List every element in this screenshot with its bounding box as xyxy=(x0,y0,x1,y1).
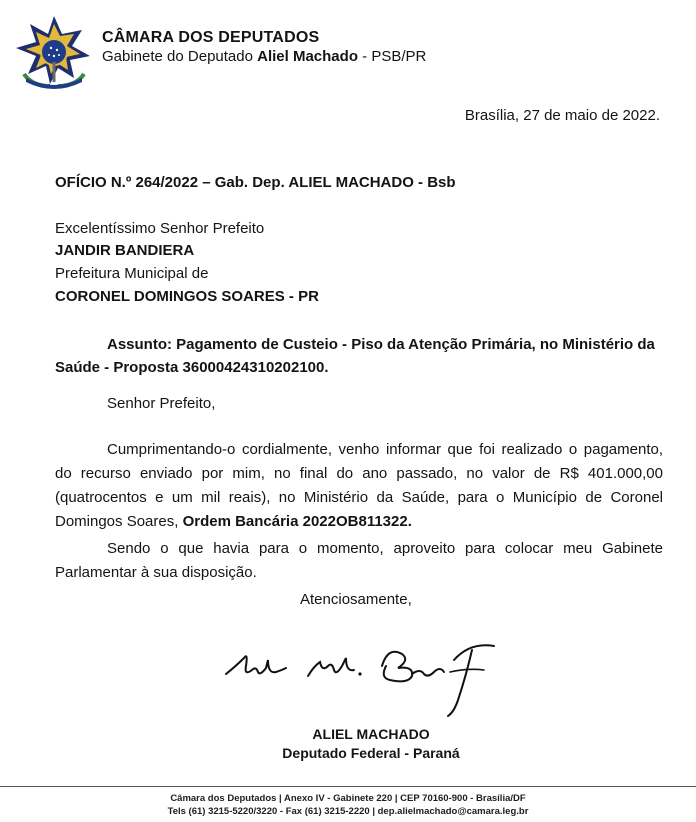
letter-subject: Assunto: Pagamento de Custeio - Piso da Atenção Primária, no Ministério da Saúde - Proposta 36000424310202100. xyxy=(55,336,655,376)
footer-contact: Tels (61) 3215-5220/3220 - Fax (61) 3215-2220 | dep.alielmachado@camara.leg.br xyxy=(167,806,529,817)
handwritten-signature xyxy=(222,636,502,718)
brazil-coat-of-arms-icon xyxy=(10,14,98,90)
body-paragraph-1 xyxy=(55,438,663,534)
greeting: Senhor Prefeito, xyxy=(107,395,216,412)
recipient-name: JANDIR BANDIERA xyxy=(55,242,195,259)
office-suffix: - PSB/PR xyxy=(357,48,427,65)
footer-divider xyxy=(0,786,696,787)
body-paragraph-1-text: Cumprimentando-o cordialmente, venho informar que foi realizado o pagamento, do recurso enviado por mim, no final do ano passado, no valor de R$ 401.000,00 (quatrocentos e um mil reais), no Ministério da Saúde, para o Município de Coronel Domingos Soares, xyxy=(55,441,663,530)
office-prefix: Gabinete do Deputado xyxy=(102,48,258,65)
letterhead-house: CÂMARA DOS DEPUTADOS xyxy=(102,29,320,46)
office-name: Aliel Machado xyxy=(257,48,358,65)
signer-name: ALIEL MACHADO xyxy=(312,726,430,742)
closing: Atenciosamente, xyxy=(300,591,412,608)
footer-address: Câmara dos Deputados | Anexo IV - Gabinete 220 | CEP 70160-900 - Brasília/DF xyxy=(170,793,526,804)
bank-order: Ordem Bancária 2022OB811322. xyxy=(182,513,412,530)
letter-date: Brasília, 27 de maio de 2022. xyxy=(464,107,660,124)
recipient-municipality: CORONEL DOMINGOS SOARES - PR xyxy=(55,288,319,305)
signer-block xyxy=(260,725,482,763)
recipient-institution: Prefeitura Municipal de xyxy=(55,265,209,282)
signer-title: Deputado Federal - Paraná xyxy=(282,745,460,761)
letterhead xyxy=(10,14,610,94)
body-paragraph-2: Sendo o que havia para o momento, aproveito para colocar meu Gabinete Parlamentar à sua disposição. xyxy=(55,540,663,581)
footer xyxy=(0,792,696,818)
recipient-salutation: Excelentíssimo Senhor Prefeito xyxy=(55,220,265,237)
letterhead-office xyxy=(102,48,426,65)
oficio-number: OFÍCIO N.º 264/2022 – Gab. Dep. ALIEL MACHADO - Bsb xyxy=(55,174,456,191)
